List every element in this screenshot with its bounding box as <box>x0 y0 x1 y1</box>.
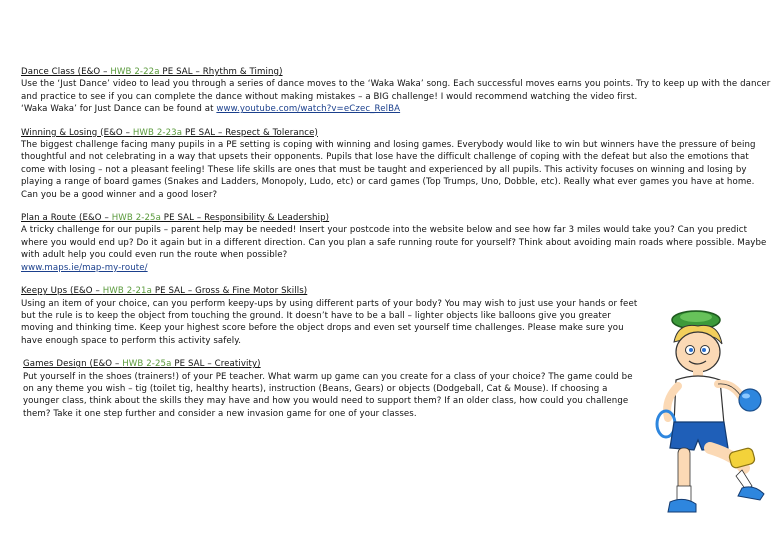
curriculum-code: HWB 2-23a <box>132 127 183 138</box>
section-keepy-ups <box>21 285 643 347</box>
section-body: Using an item of your choice, can you perform keepy-ups by using different parts of your body? You may wish to just use your hands or feet but the rule is to keep the object from touching the ground. It doesn’t have to be a ball – lighter objects like balloons give you greater moving and thinking time. Keep your highest score before the object drops and even set yourself time challenges. Please make sure you have enough space to perform this activity safely. <box>21 298 638 346</box>
curriculum-code: HWB 2-21a <box>102 286 152 297</box>
cartoon-child-balancing-disc-and-ball-icon <box>618 300 778 540</box>
heading-text: PE SAL – Creativity) <box>171 359 261 370</box>
section-extra <box>21 262 773 274</box>
heading-text: Plan a Route (E&O – <box>21 213 112 224</box>
section-extra <box>21 103 773 115</box>
heading-text: Games Design (E&O – <box>23 359 123 370</box>
section-heading <box>23 358 645 370</box>
heading-text: Winning & Losing (E&O – <box>21 127 133 138</box>
section-heading <box>21 66 773 78</box>
section-body: A tricky challenge for our pupils – parent help may be needed! Insert your postcode into the website below and see how far 3 miles would take you? Can you predict where you would end up? Do it again but in a different direction. Can you plan a safe running route for yourself? Think about avoiding main roads where possible. Maybe with adult help you could even run the route when possible? <box>21 225 767 261</box>
section-body: Put yourself in the shoes (trainers!) of your PE teacher. What warm up game can you create for a class of your choice? The game could be on any theme you wish – tig (toilet tig, healthy hearts), instruction (Beans, Gears) or objects (Dodgeball, Cat & Mouse). If choosing a younger class, think about the skills they may have and how you would need to support them? If an older class, how could you challenge them? Take it one step further and consider a new invasion game for one of your classes. <box>23 371 633 419</box>
section-body: Use the ‘Just Dance’ video to lead you through a series of dance moves to the ‘Waka Waka’ song. Each successful moves earns you points. Try to keep up with the dancer and practice to see if you can complete the dance without making mistakes – a BIG challenge! I would recommend watching the video first. <box>21 79 771 102</box>
maps-link[interactable]: www.maps.ie/map-my-route/ <box>21 262 148 273</box>
heading-text: Dance Class (E&O – <box>21 67 111 77</box>
curriculum-code: HWB 2-25a <box>111 213 161 224</box>
heading-text: PE SAL – Responsibility & Leadership) <box>160 213 330 224</box>
heading-text: PE SAL – Rhythm & Timing) <box>159 67 283 77</box>
section-dance-class <box>21 66 773 116</box>
section-plan-route <box>21 212 773 274</box>
section-heading <box>21 285 643 297</box>
section-body: The biggest challenge facing many pupils in a PE setting is coping with winning and losing games. Everybody would like to win but winners have the pressure of being thoughtful and not celebrating in a way that upsets their opponents. Pupils that lose have the difficult challenge of coping with the defeat but also the emotions that come with losing – not a pleasant feeling! These life skills are ones that must be taught and experienced by all pupils. This activity focuses on winning and losing by playing a range of board games (Snakes and Ladders, Monopoly, Ludo, etc) or card games (Top Trumps, Uno, Dobble, etc). Really what ever games you have at home. Can you be a good winner and a good loser? <box>21 140 756 200</box>
section-heading <box>21 212 773 224</box>
section-heading <box>21 127 773 139</box>
youtube-link[interactable]: www.youtube.com/watch?v=eCzec_RelBA <box>216 104 401 115</box>
section-games-design <box>23 358 645 420</box>
heading-text: PE SAL – Respect & Tolerance) <box>182 127 318 138</box>
section-winning-losing <box>21 127 773 201</box>
link-intro: ‘Waka Waka’ for Just Dance can be found at <box>21 104 217 115</box>
curriculum-code: HWB 2-22a <box>110 67 160 77</box>
heading-text: Keepy Ups (E&O – <box>21 286 103 297</box>
curriculum-code: HWB 2-25a <box>122 359 172 370</box>
heading-text: PE SAL – Gross & Fine Motor Skills) <box>151 286 308 297</box>
